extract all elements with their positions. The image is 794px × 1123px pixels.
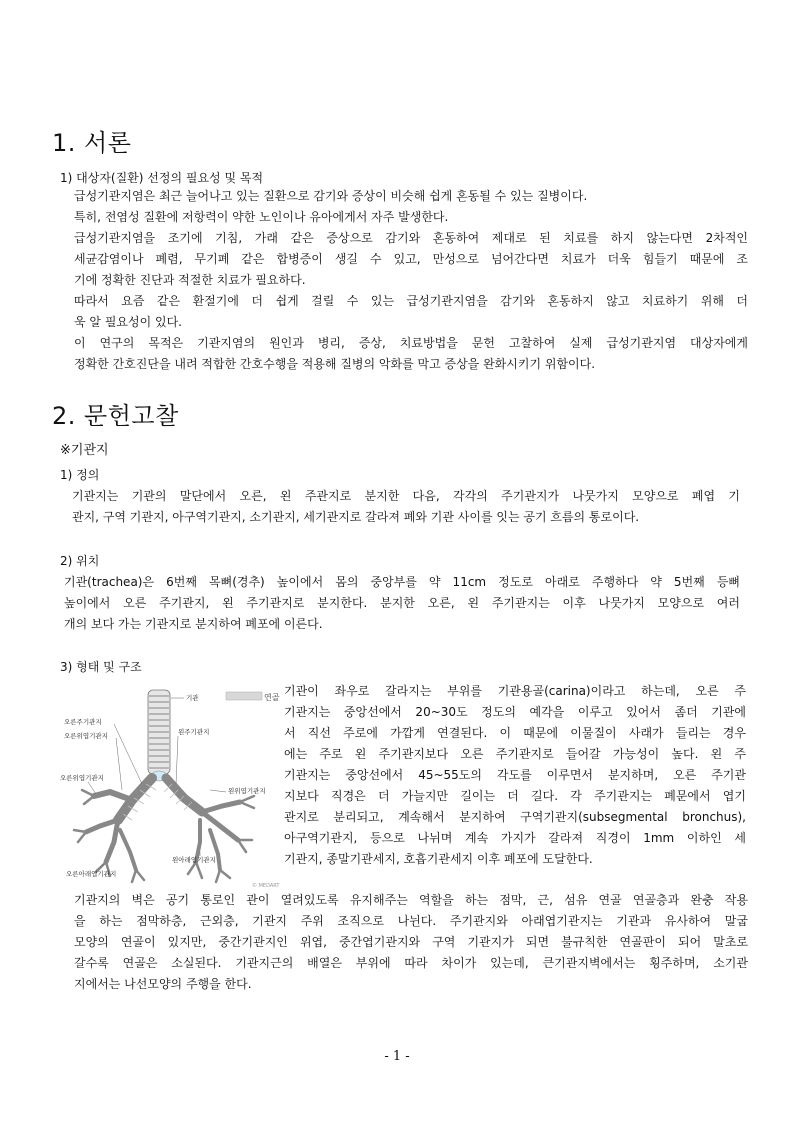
section-heading-literature: 2. 문헌고찰 <box>52 402 179 430</box>
label-right-lower-lobe-bronchus: 오른아래엽기관지 <box>66 870 117 878</box>
text-line: 갈수록 연골은 소실된다. 기관지근의 배열은 부위에 따라 차이가 있는데, 큰기관지벽에서는 횡주하며, 소기관 <box>74 956 748 970</box>
text-line: 이 연구의 목적은 기관지염의 원인과 병리, 증상, 치료방법을 문헌 고찰하여 실제 급성기관지염 대상자에게 <box>74 336 748 350</box>
label-right-main-bronchus: 오른주기관지 <box>64 718 102 726</box>
label-left-lower-lobe-bronchus: 왼아래엽기관지 <box>172 856 216 864</box>
text-line: 모양의 연골이 있지만, 중간기관지인 위엽, 중간엽기관지와 구역 기관지가 되면 불규칙한 연골판이 되어 말초로 <box>74 935 748 949</box>
legend-swatch <box>226 692 262 700</box>
text-line: 관지로 분리되고, 계속해서 분지하여 구역기관지(subsegmental bronchus), <box>284 810 746 824</box>
bronchial-tree-figure <box>60 680 282 890</box>
trachea-icon <box>148 690 170 781</box>
figure-watermark: © MEDART <box>252 883 280 889</box>
text-line: 급성기관지염은 최근 늘어나고 있는 질환으로 감기와 증상이 비슷해 쉽게 혼동될 수 있는 질병이다. <box>74 189 588 203</box>
text-line: 세균감염이나 폐렴, 무기폐 같은 합병증이 생길 수 있고, 만성으로 넘어간다면 치료가 더욱 힘들기 때문에 조 <box>74 252 748 266</box>
text-line: 지보다 직경은 더 가늘지만 길이는 더 길다. 각 주기관지는 폐문에서 엽기 <box>284 789 746 803</box>
legend-label: 연골 <box>264 693 280 702</box>
topic-heading: ※기관지 <box>60 443 109 458</box>
intro-paragraph <box>74 186 748 375</box>
subheading-necessity: 1) 대상자(질환) 선정의 필요성 및 목적 <box>60 171 264 185</box>
location-paragraph <box>64 572 740 635</box>
text-line: 기관이 좌우로 갈라지는 부위를 기관용골(carina)이라고 하는데, 오른 주 <box>284 684 746 698</box>
section-heading-intro: 1. 서론 <box>52 129 132 157</box>
text-line: 에는 주로 왼 주기관지보다 오른 주기관지로 들어갈 가능성이 높다. 왼 주 <box>284 747 746 761</box>
text-line: 특히, 전염성 질환에 저항력이 약한 노인이나 유아에게서 자주 발생한다. <box>74 210 449 224</box>
text-line: 기관(trachea)은 6번째 목뼈(경추) 높이에서 몸의 중앙부를 약 11cm 정도로 아래로 주행하다 약 5번째 등뼈 <box>64 575 740 589</box>
label-right-upper-lobe-bronchus: 오른위엽기관지 <box>64 732 108 740</box>
subheading-location: 2) 위치 <box>60 554 100 568</box>
text-line: 정확한 간호진단을 내려 적합한 간호수행을 적용해 질병의 악화를 막고 증상을 완화시키기 위함이다. <box>74 357 596 371</box>
wall-paragraph <box>74 890 748 995</box>
text-line: 기에 정확한 진단과 적절한 치료가 필요하다. <box>74 273 306 287</box>
text-line: 지에서는 나선모양의 주행을 한다. <box>74 977 252 991</box>
subheading-structure: 3) 형태 및 구조 <box>60 660 142 674</box>
text-line: 기관지, 종말기관세지, 호흡기관세지 이후 폐포에 도달한다. <box>284 852 593 866</box>
label-left-main-bronchus: 왼주기관지 <box>178 728 210 736</box>
text-line: 개의 보다 가는 기관지로 분지하여 폐포에 이른다. <box>64 617 323 631</box>
structure-paragraph <box>284 681 746 870</box>
definition-paragraph <box>72 486 740 528</box>
text-line: 아구역기관지, 등으로 나뉘며 계속 가지가 갈라져 직경이 1mm 이하인 세 <box>284 831 746 845</box>
text-line: 급성기관지염을 조기에 기침, 가래 같은 증상으로 감기와 혼동하여 제대로 된 치료를 하지 않는다면 2차적인 <box>74 231 748 245</box>
text-line: 욱 알 필요성이 있다. <box>74 315 182 329</box>
text-line: 서 직선 주로에 가깝게 연결된다. 이 때문에 이물질이 사래가 들리는 경우 <box>284 726 746 740</box>
page-number: - 1 - <box>384 1049 410 1064</box>
text-line: 을 하는 점막하층, 근외층, 기관지 주위 조직으로 나뉜다. 주기관지와 아래엽기관지는 기관과 유사하여 말굽 <box>74 914 748 928</box>
label-left-upper-lobe-bronchus: 왼위엽기관지 <box>228 787 266 795</box>
text-line: 기관지는 기관의 말단에서 오른, 왼 주관지로 분지한 다음, 각각의 주기관지가 나뭇가지 모양으로 폐엽 기 <box>72 489 740 503</box>
label-right-middle-lobe-bronchus: 오른위엽기관지 <box>60 774 104 782</box>
label-trachea: 기관 <box>186 694 199 702</box>
text-line: 기관지는 중앙선에서 45~55도의 각도를 이루면서 분지하며, 오른 주기관 <box>284 768 746 782</box>
subheading-definition: 1) 정의 <box>60 468 100 482</box>
text-line: 기관지의 벽은 공기 통로인 관이 열려있도록 유지해주는 역할을 하는 점막, 근, 섬유 연골 연골층과 완충 작용 <box>74 893 748 907</box>
text-line: 따라서 요즘 같은 환절기에 더 쉽게 걸릴 수 있는 급성기관지염을 감기와 혼동하지 않고 치료하기 위해 더 <box>74 294 748 308</box>
text-line: 높이에서 오른 주기관지, 왼 주기관지로 분지한다. 분지한 오른, 왼 주기관지는 이후 나뭇가지 모양으로 여러 <box>64 596 740 610</box>
text-line: 관지, 구역 기관지, 아구역기관지, 소기관지, 세기관지로 갈라져 폐와 기관 사이를 잇는 공기 흐름의 통로이다. <box>72 510 640 524</box>
text-line: 기관지는 중앙선에서 20~30도 정도의 예각을 이루고 있어서 좀더 기관에 <box>284 705 746 719</box>
